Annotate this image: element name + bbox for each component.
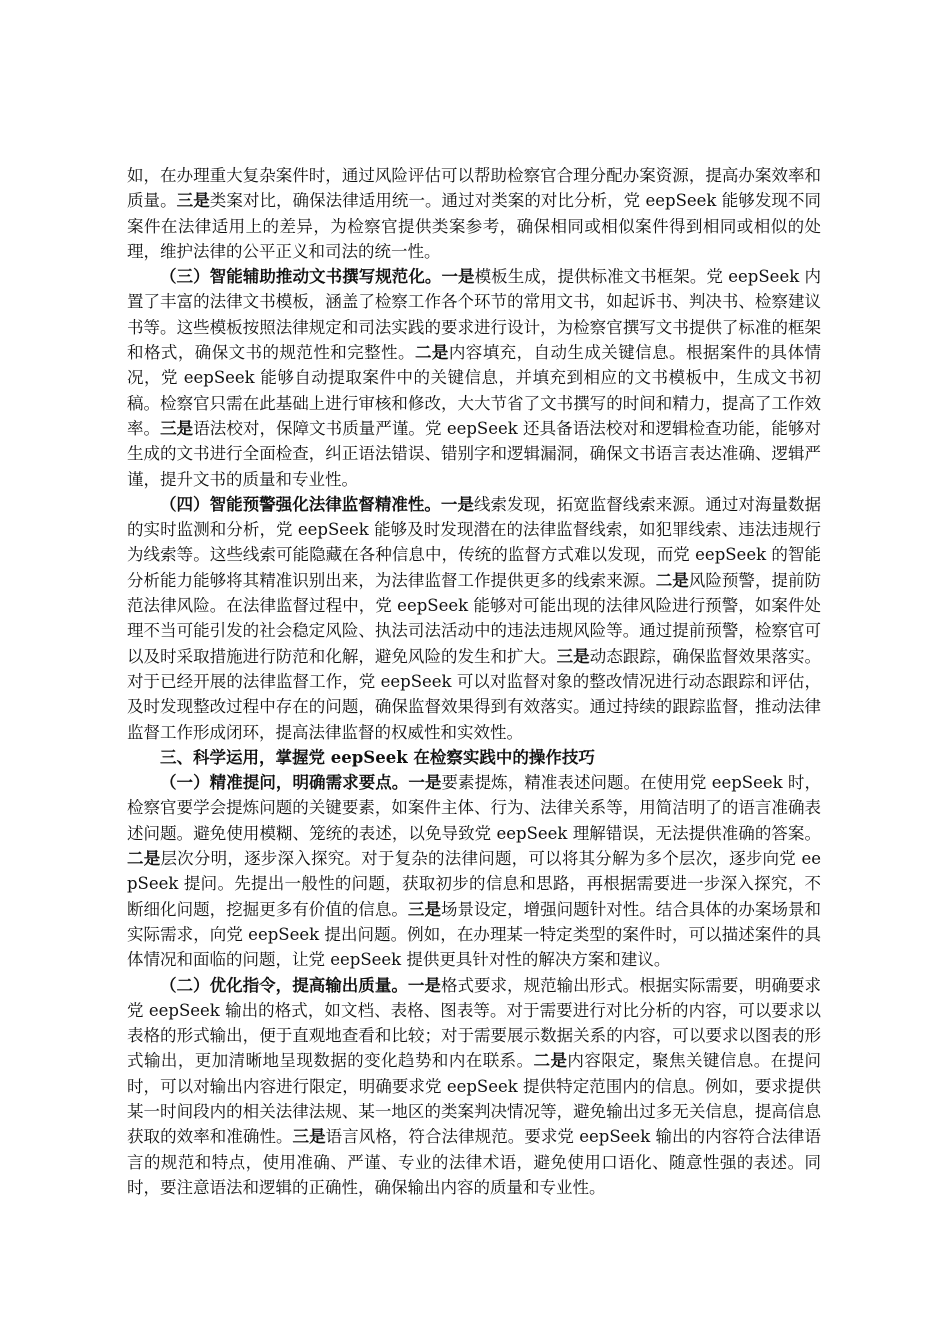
paragraph-precise-questions bbox=[127, 770, 821, 972]
section-heading: （二）优化指令，提高输出质量。一是 bbox=[160, 975, 441, 995]
text-run: 格式要求，规范输出形式。根据实际需要，明确要求党 eepSeek 输出的格式，如文档、表格、图表等。对于需要进行对比分析的内容，可以要求以表格的形式输出，便于直观地查看和比较；对于需要展示数据关系的内容，可以要求以图表的形式输出，更加清晰地呈现数据的变化趋势和内在联系。 bbox=[127, 975, 822, 1071]
text-run: 模板生成，提供标准文书框架。党 eepSeek 内置了丰富的法律文书模板，涵盖了检察工作各个环节的常用文书，如起诉书、判决书、检察建议书等。这些模板按照法律规定和司法实践的要求进行设计，为检察官撰写文书提供了标准的框架和格式，确保文书的规范性和完整性。 bbox=[127, 267, 822, 363]
chapter-heading bbox=[127, 745, 821, 770]
text-run: 线索发现，拓宽监督线索来源。通过对海量数据的实时监测和分析，党 eepSeek 能够及时发现潜在的法律监督线索，如犯罪线索、违法违规行为线索等。这些线索可能隐藏在各种信息中，传统的监督方式难以发现，而党 eepSeek 的智能分析能力能够将其精准识别出来，为法律监督工作提供更多的线索来源。 bbox=[127, 494, 822, 590]
paragraph-legal-supervision bbox=[127, 492, 821, 745]
text-run: 要素提炼，精准表述问题。在使用党 eepSeek 时，检察官要学会提炼问题的关键要素，如案件主体、行为、法律关系等，用简洁明了的语言准确表述问题。避免使用模糊、笼统的表述，以免导致党 eepSeek 理解错误，无法提供准确的答案。 bbox=[127, 773, 821, 843]
paragraph-document-drafting bbox=[127, 264, 821, 492]
text-run: 风险预警，提前防范法律风险。在法律监督过程中，党 eepSeek 能够对可能出现的法律风险进行预警，如案件处理不当可能引发的社会稳定风险、执法司法活动中的违法违规风险等。通过提前预警，检察官可以及时采取措施进行防范和化解，避免风险的发生和扩大。 bbox=[127, 570, 822, 666]
text-run: 内容限定，聚焦关键信息。在提问时，可以对输出内容进行限定，明确要求党 eepSeek 提供特定范围内的信息。例如，要求提供某一时间段内的相关法律法规、某一地区的类案判决情况等，避免输出过多无关信息，提高信息获取的效率和准确性。 bbox=[127, 1051, 821, 1147]
paragraph-case-comparison bbox=[127, 163, 821, 264]
bold-run: 三是 bbox=[176, 191, 210, 211]
bold-run: 三是 bbox=[292, 1127, 326, 1147]
text-run: 语法校对，保障文书质量严谨。党 eepSeek 还具备语法校对和逻辑检查功能，能够对生成的文书进行全面检查，纠正语法错误、错别字和逻辑漏洞，确保文书语言表达准确、逻辑严谨，提升文书的质量和专业性。 bbox=[127, 418, 821, 489]
section-heading: （三）智能辅助推动文书撰写规范化。一是 bbox=[160, 267, 475, 287]
text-run: 内容填充，自动生成关键信息。根据案件的具体情况，党 eepSeek 能够自动提取案件中的关键信息，并填充到相应的文书模板中，生成文书初稿。检察官只需在此基础上进行审核和修改，大大节省了文书撰写的时间和精力，提高了工作效率。 bbox=[127, 343, 821, 438]
text-run: 层次分明，逐步深入探究。对于复杂的法律问题，可以将其分解为多个层次，逐步向党 eepSeek 提问。先提出一般性的问题，获取初步的信息和思路，再根据需要进一步深入探究，不断细化问题，挖掘更多有价值的信息。 bbox=[127, 849, 821, 919]
text-run: 动态跟踪，确保监督效果落实。对于已经开展的法律监督工作，党 eepSeek 可以对监督对象的整改情况进行动态跟踪和评估，及时发现整改过程中存在的问题，确保监督效果得到有效落实。通过持续的跟踪监督，推动法律监督工作形成闭环，提高法律监督的权威性和实效性。 bbox=[127, 646, 822, 742]
text-run: 场景设定，增强问题针对性。结合具体的办案场景和实际需求，向党 eepSeek 提出问题。例如，在办理某一特定类型的案件时，可以描述案件的具体情况和面临的问题，让党 eepSeek 提供更具针对性的解决方案和建议。 bbox=[127, 899, 822, 970]
chapter-heading-text: 三、科学运用，掌握党 eepSeek 在检察实践中的操作技巧 bbox=[160, 747, 595, 767]
text-run: 如，在办理重大复杂案件时，通过风险评估可以帮助检察官合理分配办案资源，提高办案效率和质量。 bbox=[127, 166, 821, 211]
document-body bbox=[127, 163, 821, 1200]
bold-run: 三是 bbox=[160, 418, 194, 438]
text-run: 类案对比，确保法律适用统一。通过对类案的对比分析，党 eepSeek 能够发现不同案件在法律适用上的差异，为检察官提供类案参考，确保相同或相似案件得到相同或相似的处理，维护法律的公平正义和司法的统一性。 bbox=[127, 191, 821, 261]
section-heading: （四）智能预警强化法律监督精准性。一是 bbox=[160, 494, 474, 514]
paragraph-optimize-instructions bbox=[127, 973, 821, 1201]
bold-run: 三是 bbox=[556, 646, 590, 666]
bold-run: 二是 bbox=[127, 849, 161, 869]
section-heading: （一）精准提问，明确需求要点。一是 bbox=[160, 773, 442, 793]
bold-run: 二是 bbox=[533, 1051, 568, 1071]
bold-run: 二是 bbox=[414, 343, 449, 363]
bold-run: 二是 bbox=[655, 570, 689, 590]
text-run: 语言风格，符合法律规范。要求党 eepSeek 输出的内容符合法律语言的规范和特点，使用准确、严谨、专业的法律术语，避免使用口语化、随意性强的表述。同时，要注意语法和逻辑的正确性，确保输出内容的质量和专业性。 bbox=[127, 1127, 821, 1197]
bold-run: 三是 bbox=[407, 899, 441, 919]
